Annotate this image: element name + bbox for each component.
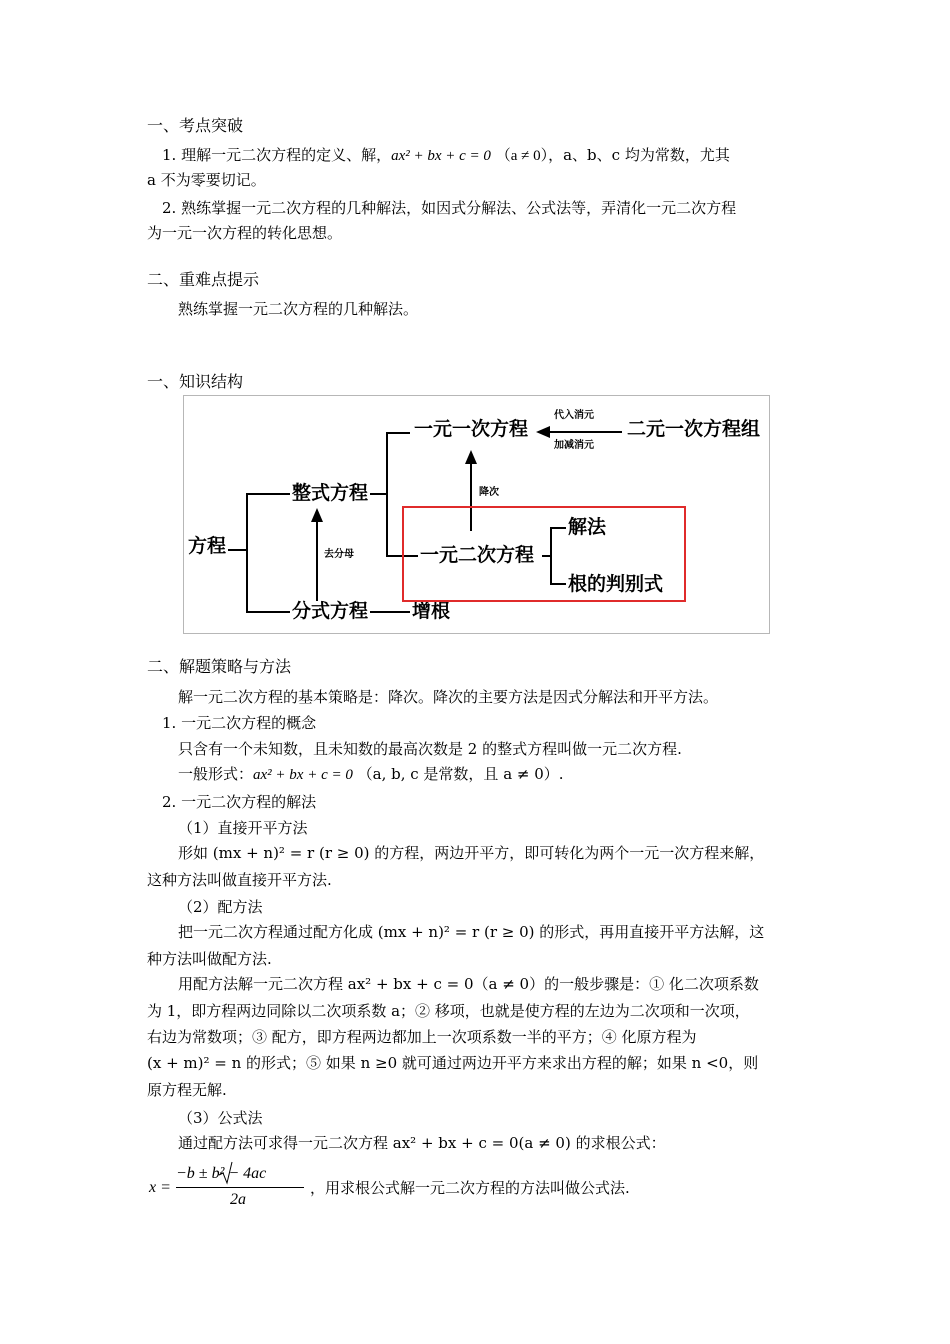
subsection-title: 1. 一元二次方程的概念: [162, 714, 317, 732]
formula-numerator: −b ± b² − 4ac: [176, 1165, 267, 1182]
sqrt-sign: [218, 1161, 234, 1185]
method2-line1: 把一元二次方程通过配方化成 (mx + n)² = r (r ≥ 0) 的形式，再用直接开平方法解，这: [178, 923, 765, 941]
item1-line1: 1. 理解一元二次方程的定义、解，ax² + bx + c = 0 （a ≠ 0），a、b、c 均为常数，尤其: [162, 146, 730, 164]
label-jiangci: 降次: [479, 487, 499, 498]
node-jiefa: 解法: [568, 516, 607, 538]
node-yiyuanyici: 一元一次方程: [414, 418, 529, 440]
method2-line2: 种方法叫做配方法.: [147, 950, 272, 968]
method3-line1: 通过配方法可求得一元二次方程 ax² + bx + c = 0(a ≠ 0) 的求根公式：: [178, 1134, 666, 1152]
method1-line2: 这种方法叫做直接开平方法.: [147, 871, 332, 889]
method1-line1: 形如 (mx + n)² = r (r ≥ 0) 的方程，两边开平方，即可转化为两个一元一次方程来解，: [178, 844, 765, 862]
highlight-box: [402, 506, 686, 602]
subsection-title: 2. 一元二次方程的解法: [162, 793, 317, 811]
method-title: （1）直接开平方法: [178, 819, 308, 837]
knowledge-structure-diagram: [183, 395, 770, 634]
method2-line6: (x + m)² = n 的形式；⑤ 如果 n ≥0 就可通过两边开平方来求出方程的解；如果 n <0，则: [147, 1054, 759, 1072]
section-title: 二、解题策略与方法: [147, 657, 292, 676]
item2-line1: 2. 熟练掌握一元二次方程的几种解法，如因式分解法、公式法等，弄清化一元二次方程: [162, 199, 737, 217]
item2-line2: 为一元一次方程的转化思想。: [147, 224, 343, 242]
section-title: 二、重难点提示: [147, 270, 260, 289]
method2-line3: 用配方法解一元二次方程 ax² + bx + c = 0（a ≠ 0）的一般步骤是：① 化二次项系数: [178, 975, 759, 993]
fraction-bar: [176, 1187, 304, 1188]
concept-text: 只含有一个未知数，且未知数的最高次数是 2 的整式方程叫做一元二次方程.: [178, 740, 682, 758]
method2-line4: 为 1，即方程两边同除以二次项系数 a；② 移项，也就是使方程的左边为二次项和一次项，: [147, 1002, 750, 1020]
node-eryuanyici: 二元一次方程组: [627, 418, 761, 440]
node-yiyuanerci: 一元二次方程: [420, 544, 535, 566]
method-title: （3）公式法: [178, 1109, 263, 1127]
strategy-intro: 解一元二次方程的基本策略是：降次。降次的主要方法是因式分解法和开平方法。: [178, 688, 719, 706]
node-zhengshi: 整式方程: [292, 482, 369, 504]
item1-line2: a 不为零要切记。: [147, 171, 266, 189]
method3-line2: ，用求根公式解一元二次方程的方法叫做公式法.: [310, 1179, 630, 1197]
label-jiajian: 加减消元: [554, 440, 594, 451]
label-daiuxiao: 代入消元: [554, 410, 594, 421]
section-title: 一、考点突破: [147, 116, 244, 135]
formula-denominator: 2a: [230, 1191, 246, 1208]
method2-line5: 右边为常数项；③ 配方，即方程两边都加上一次项系数一半的平方；④ 化原方程为: [147, 1028, 697, 1046]
key-point-text: 熟练掌握一元二次方程的几种解法。: [178, 300, 419, 318]
method-title: （2）配方法: [178, 898, 263, 916]
section-title: 一、知识结构: [147, 372, 244, 391]
node-panbieshi: 根的判别式: [568, 573, 664, 595]
node-fenshi: 分式方程: [292, 600, 369, 622]
method2-line7: 原方程无解.: [147, 1081, 227, 1099]
node-zenggen: 增根: [412, 600, 451, 622]
label-qufenmu: 去分母: [324, 549, 354, 560]
formula-x: x =: [149, 1179, 171, 1196]
general-form: 一般形式：ax² + bx + c = 0 （a, b, c 是常数，且 a ≠ 0）.: [178, 765, 564, 783]
node-fangcheng: 方程: [188, 535, 227, 557]
